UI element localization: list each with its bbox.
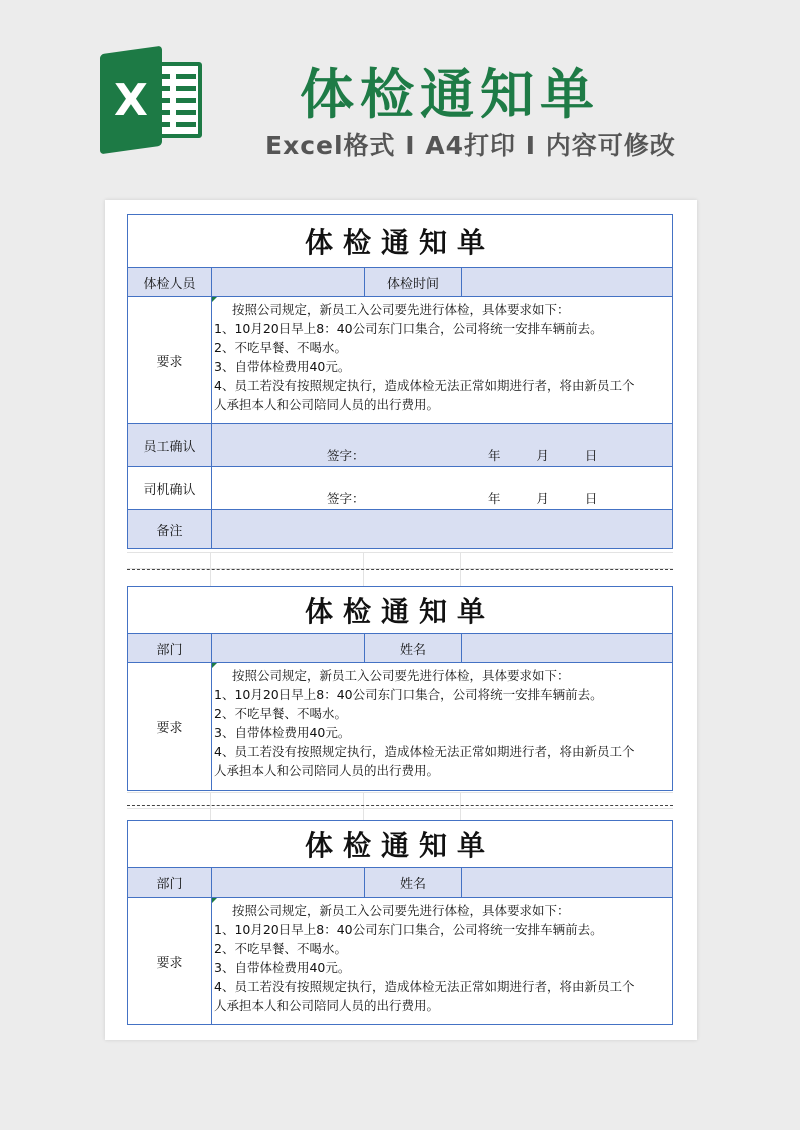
signature-label: 签字： — [327, 491, 365, 506]
name-input-cell[interactable] — [462, 634, 672, 662]
cut-line — [127, 569, 673, 570]
form-title: 体检通知单 — [128, 587, 672, 634]
notice-form-2 — [127, 586, 673, 791]
department-input-cell[interactable] — [212, 634, 365, 662]
examinee-input-cell[interactable] — [212, 268, 365, 296]
requirements-text[interactable] — [212, 663, 672, 790]
exam-time-label: 体检时间 — [365, 268, 462, 296]
excel-icon — [100, 50, 204, 150]
requirements-row — [128, 663, 672, 790]
employee-confirm-label: 员工确认 — [128, 424, 212, 466]
name-label: 姓名 — [365, 634, 462, 662]
requirements-text[interactable] — [212, 297, 672, 423]
department-label: 部门 — [128, 634, 212, 662]
requirements-row — [128, 898, 672, 1024]
employee-signature-cell[interactable] — [212, 424, 672, 466]
form-title: 体检通知单 — [128, 215, 672, 268]
comment-marker-icon — [212, 898, 217, 903]
requirement-line: 4、员工若没有按照规定执行，造成体检无法正常如期进行者，将由新员工个 — [214, 979, 635, 994]
requirement-line: 人承担本人和公司陪同人员的出行费用。 — [214, 763, 440, 778]
requirement-line: 4、员工若没有按照规定执行，造成体检无法正常如期进行者，将由新员工个 — [214, 744, 635, 759]
name-input-cell[interactable] — [462, 868, 672, 897]
remarks-input-cell[interactable] — [212, 510, 672, 548]
exam-time-input-cell[interactable] — [462, 268, 672, 296]
department-label: 部门 — [128, 868, 212, 897]
page-title: 体检通知单 — [300, 63, 600, 126]
date-label: 年 月 日 — [488, 491, 598, 506]
date-label: 年 月 日 — [488, 448, 598, 463]
requirements-text[interactable] — [212, 898, 672, 1024]
notice-form-3 — [127, 820, 673, 1025]
requirement-line: 按照公司规定，新员工入公司要先进行体检，具体要求如下： — [232, 302, 570, 317]
form-title: 体检通知单 — [128, 821, 672, 868]
requirement-line: 2、不吃早餐、不喝水。 — [214, 941, 347, 956]
remarks-label: 备注 — [128, 510, 212, 548]
driver-signature-cell[interactable] — [212, 467, 672, 509]
comment-marker-icon — [212, 663, 217, 668]
requirement-line: 1、10月20日早上8：40公司东门口集合，公司将统一安排车辆前去。 — [214, 321, 603, 336]
requirement-line: 4、员工若没有按照规定执行，造成体检无法正常如期进行者，将由新员工个 — [214, 378, 635, 393]
requirements-label: 要求 — [128, 663, 212, 790]
requirement-line: 1、10月20日早上8：40公司东门口集合，公司将统一安排车辆前去。 — [214, 687, 603, 702]
page-subtitle: Excel格式 I A4打印 I 内容可修改 — [265, 131, 676, 160]
requirements-label: 要求 — [128, 297, 212, 423]
remarks-row — [128, 510, 672, 548]
requirement-line: 3、自带体检费用40元。 — [214, 960, 351, 975]
requirement-line: 3、自带体检费用40元。 — [214, 725, 351, 740]
employee-confirm-row — [128, 424, 672, 467]
comment-marker-icon — [212, 297, 217, 302]
spreadsheet-page — [105, 200, 697, 1040]
requirement-line: 人承担本人和公司陪同人员的出行费用。 — [214, 397, 440, 412]
driver-confirm-label: 司机确认 — [128, 467, 212, 509]
requirement-line: 2、不吃早餐、不喝水。 — [214, 706, 347, 721]
requirement-line: 人承担本人和公司陪同人员的出行费用。 — [214, 998, 440, 1013]
requirements-row — [128, 297, 672, 424]
requirement-line: 按照公司规定，新员工入公司要先进行体检，具体要求如下： — [232, 903, 570, 918]
driver-confirm-row — [128, 467, 672, 510]
requirement-line: 1、10月20日早上8：40公司东门口集合，公司将统一安排车辆前去。 — [214, 922, 603, 937]
examinee-label: 体检人员 — [128, 268, 212, 296]
cut-line — [127, 805, 673, 806]
form-header-row — [128, 268, 672, 297]
requirement-line: 3、自带体检费用40元。 — [214, 359, 351, 374]
requirement-line: 2、不吃早餐、不喝水。 — [214, 340, 347, 355]
department-input-cell[interactable] — [212, 868, 365, 897]
name-label: 姓名 — [365, 868, 462, 897]
requirements-label: 要求 — [128, 898, 212, 1024]
page-header — [0, 0, 800, 190]
form-header-row — [128, 868, 672, 898]
form-header-row — [128, 634, 672, 663]
signature-label: 签字： — [327, 448, 365, 463]
requirement-line: 按照公司规定，新员工入公司要先进行体检，具体要求如下： — [232, 668, 570, 683]
excel-badge: X — [100, 46, 162, 155]
notice-form-1 — [127, 214, 673, 549]
